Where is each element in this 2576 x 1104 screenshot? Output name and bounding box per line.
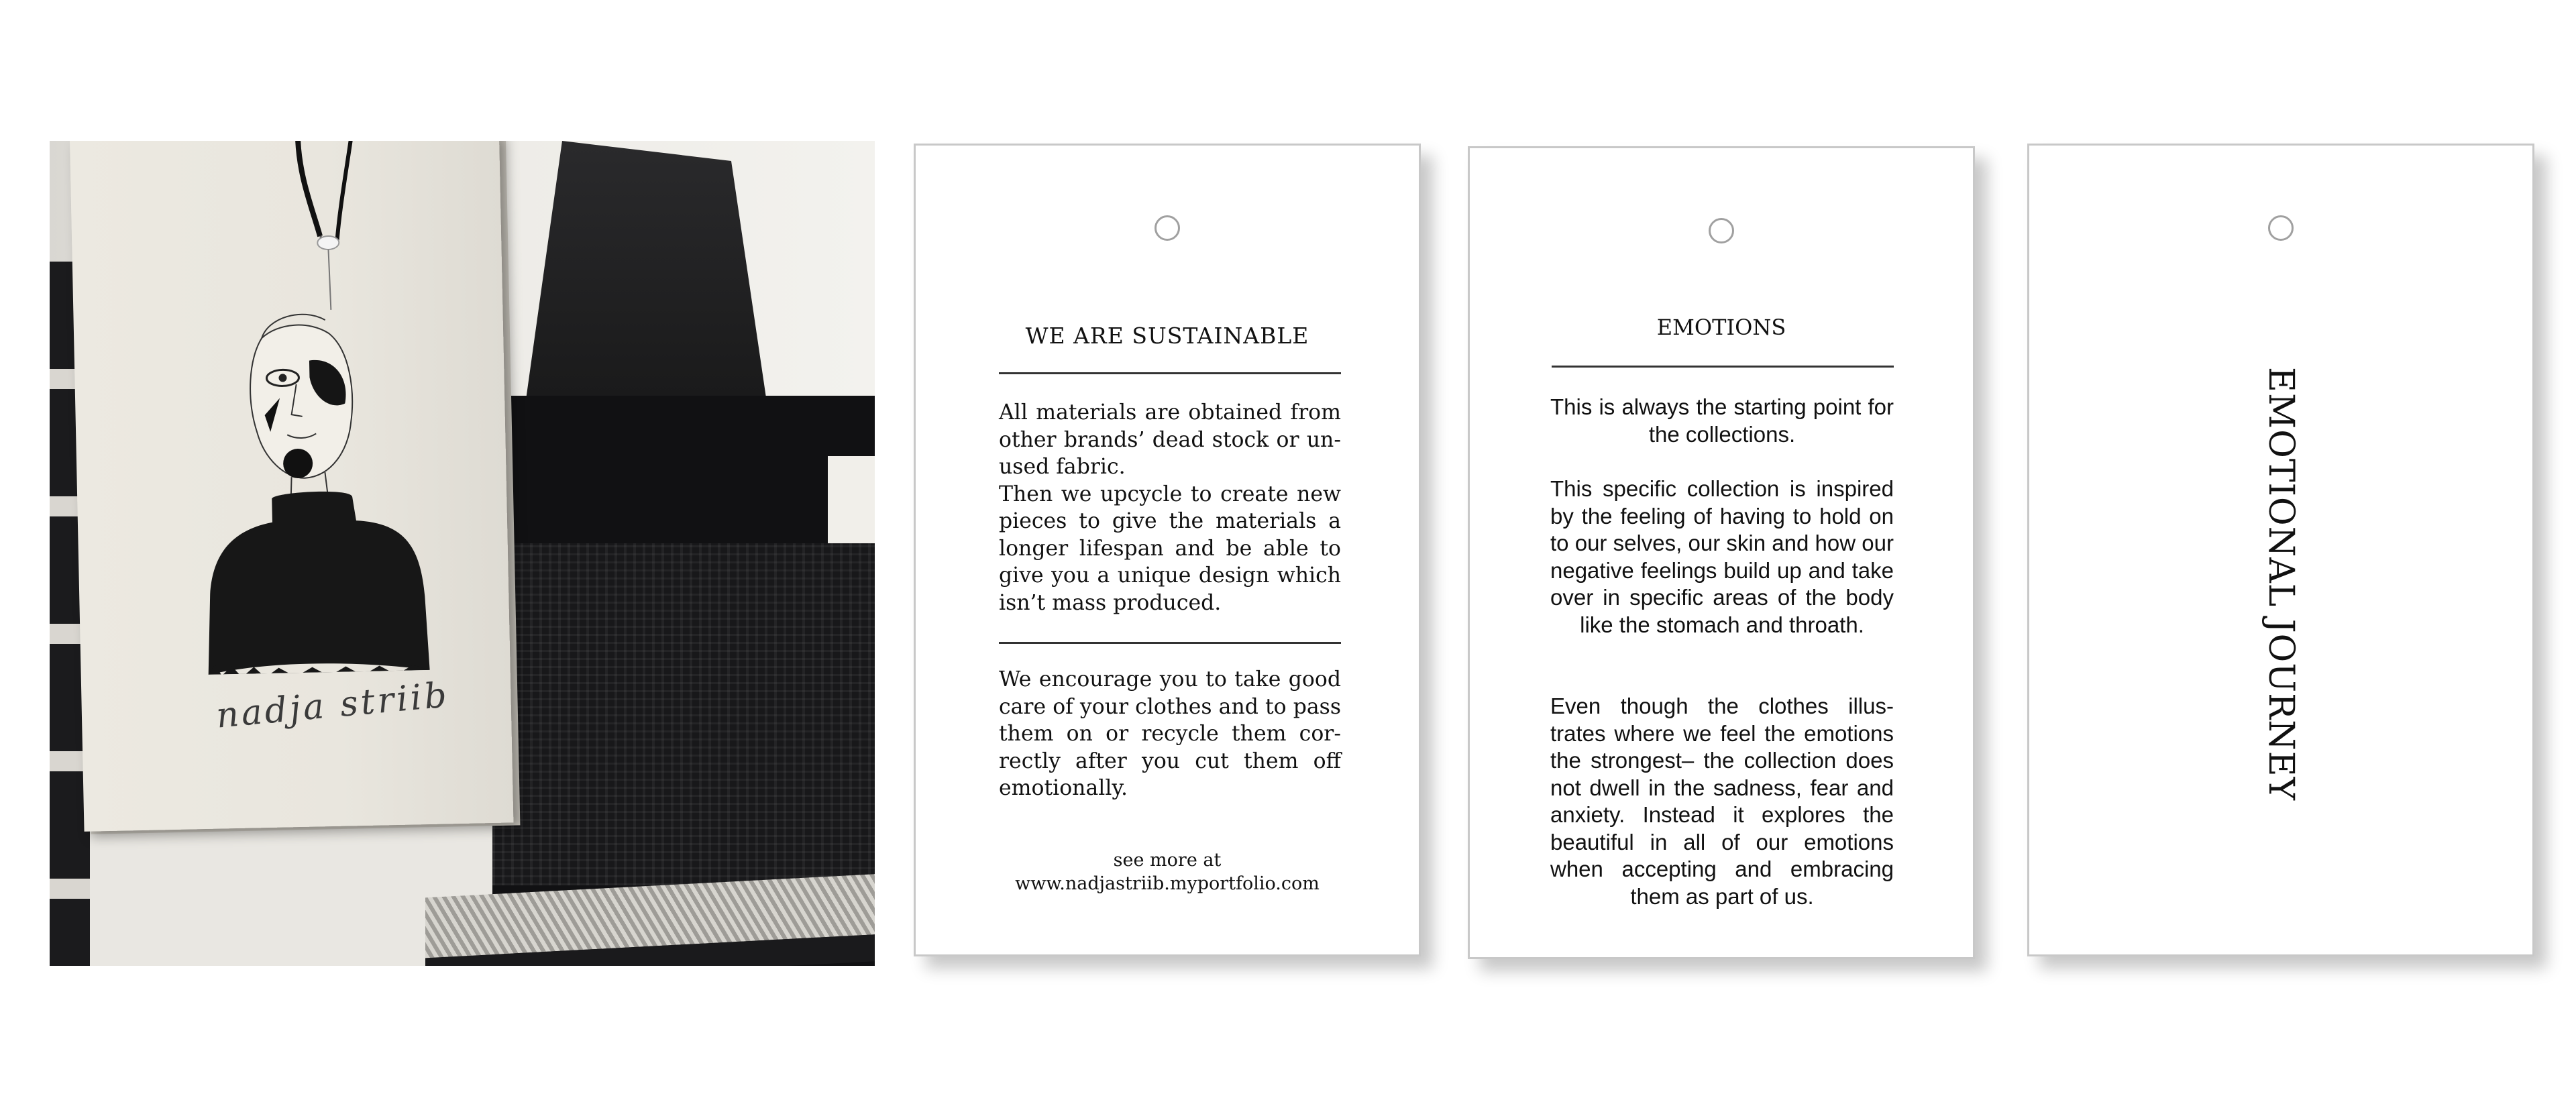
tag-divider — [1552, 366, 1894, 368]
tag-sustainable-footer — [916, 848, 1419, 895]
tag-emotions-paragraph-2: This specific collection is inspired by the feeling of having to hold on to our selves, our skin and how our negative feelings build up and take over in specific areas of the body like the stomach and throath. — [1550, 476, 1894, 637]
tag-hole-icon — [2268, 215, 2294, 241]
tag-sustainable-website-link[interactable]: www.nadjastriib.myportfolio.com — [1015, 873, 1320, 894]
tag-hole-icon — [1709, 218, 1734, 243]
tag-emotions-paragraph-3: Even though the clothes illus-trates where we feel the emotions the strongest– the collection does not dwell in the sadness, fear and anxiety. Instead it explores the beautiful in all of our emotions when accepting and embracing them as part of us. — [1550, 694, 1894, 909]
tag-emotions-paragraph-1: This is always the starting point for the collections. — [1550, 394, 1894, 447]
hangtag-string-icon — [271, 141, 382, 311]
tag-sustainable-heading: WE ARE SUSTAINABLE — [1025, 323, 1309, 349]
hangtag-photo — [50, 141, 875, 966]
tag-emotions — [1468, 146, 1975, 959]
tag-hole-icon — [1155, 215, 1180, 241]
tag-sustainable-footer-line-1: see more at — [1113, 850, 1222, 871]
photo-hangtag — [70, 141, 513, 832]
tag-journey — [2027, 144, 2534, 956]
tag-sustainable-paragraph-1: All materials are obtained from other brands’ dead stock or un-used fabric. Then we upcycle to create new pieces to give the materials a longer lifespan and be able to give you a unique design which isn’t mass produced. — [999, 400, 1341, 615]
tag-emotions-heading: EMOTIONS — [1656, 315, 1786, 340]
tag-divider — [999, 642, 1341, 644]
hangtag-signature: nadja striib — [214, 675, 451, 736]
tag-journey-title: EMOTIONAL JOURNEY — [2261, 367, 2301, 802]
hangtag-cord-icon — [70, 141, 234, 302]
tag-sustainable-paragraph-2: We encourage you to take good care of your clothes and to pass them on or recycle them cor-rectly after you cut them off emotionally. — [999, 667, 1341, 800]
photo-knit-texture — [492, 543, 875, 885]
tag-sustainable — [914, 144, 1421, 956]
portrait-illustration-icon — [187, 294, 437, 675]
tag-divider — [999, 372, 1341, 374]
photo-second-tag — [828, 456, 875, 543]
